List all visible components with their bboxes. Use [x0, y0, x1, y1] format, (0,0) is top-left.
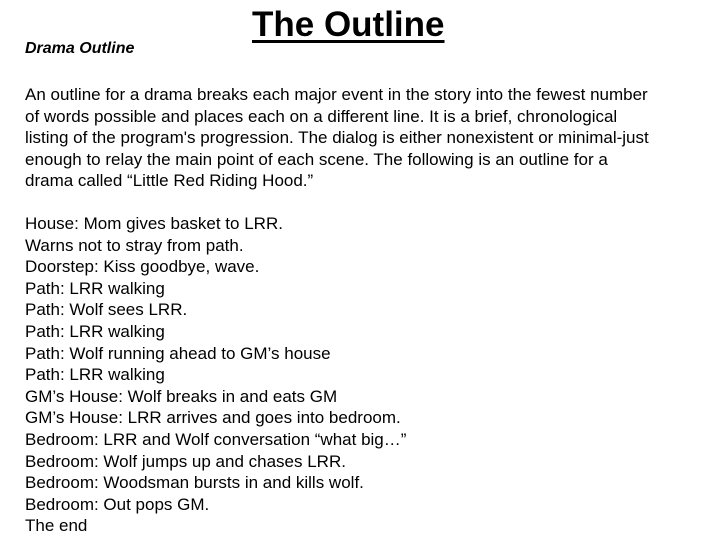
- intro-line: enough to relay the main point of each scene. The following is an outline for a: [25, 149, 608, 169]
- outline-item: Path: Wolf running ahead to GM’s house: [25, 343, 331, 363]
- outline-list: [25, 213, 406, 537]
- outline-item: Path: LRR walking: [25, 321, 165, 341]
- outline-item: Path: LRR walking: [25, 278, 165, 298]
- section-label: Drama Outline: [25, 40, 135, 57]
- intro-line: listing of the program's progression. The dialog is either nonexistent or minimal-just: [25, 128, 649, 148]
- outline-item: Bedroom: Out pops GM.: [25, 494, 210, 514]
- outline-item: The end: [25, 516, 88, 536]
- intro-line: An outline for a drama breaks each major event in the story into the fewest number: [25, 85, 648, 104]
- intro-paragraph: [25, 84, 705, 192]
- outline-item: Path: Wolf sees LRR.: [25, 300, 188, 320]
- outline-item: House: Mom gives basket to LRR.: [25, 214, 283, 233]
- outline-item: Warns not to stray from path.: [25, 235, 244, 255]
- outline-item: Bedroom: Wolf jumps up and chases LRR.: [25, 451, 346, 471]
- page-title: The Outline: [252, 5, 445, 44]
- outline-item: Doorstep: Kiss goodbye, wave.: [25, 257, 260, 277]
- intro-line: of words possible and places each on a different line. It is a brief, chronological: [25, 106, 618, 126]
- outline-item: Bedroom: Woodsman bursts in and kills wolf.: [25, 473, 364, 493]
- outline-item: Bedroom: LRR and Wolf conversation “what big…”: [25, 429, 407, 449]
- outline-item: Path: LRR walking: [25, 365, 165, 385]
- intro-line: drama called “Little Red Riding Hood.”: [25, 171, 314, 191]
- outline-item: GM’s House: Wolf breaks in and eats GM: [25, 386, 338, 406]
- outline-item: GM’s House: LRR arrives and goes into bedroom.: [25, 408, 401, 428]
